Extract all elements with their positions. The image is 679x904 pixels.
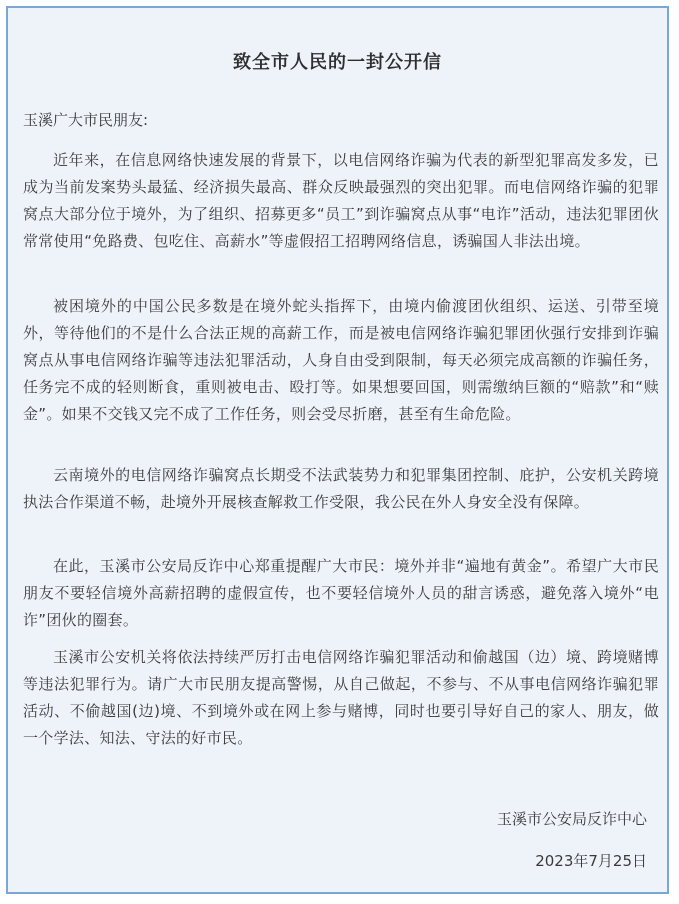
letter-frame bbox=[6, 6, 669, 894]
letter-paragraph: 被困境外的中国公民多数是在境外蛇头指挥下，由境内偷渡团伙组织、运送、引带至境外，等待他们的不是什么合法正规的高薪工作，而是被电信网络诈骗犯罪团伙强行安排到诈骗窝点从事电信网络诈骗等违法犯罪活动，人身自由受到限制，每天必须完成高额的诈骗任务，任务完不成的轻则断食，重则被电击、殴打等。如果想要回国，则需缴纳巨额的“赔款”和“赎金”。如果不交钱又完不成了工作任务，则会受尽折磨，甚至有生命危险。 bbox=[23, 297, 659, 423]
letter-paragraph: 玉溪市公安机关将依法持续严厉打击电信网络诈骗犯罪活动和偷越国（边）境、跨境赌博等违法犯罪行为。请广大市民朋友提高警惕，从自己做起，不参与、不从事电信网络诈骗犯罪活动、不偷越国(边)境、不到境外或在网上参与赌博，同时也要引导好自己的家人、朋友，做一个学法、知法、守法的好市民。 bbox=[23, 648, 659, 747]
letter-date: 2023年7月25日 bbox=[535, 852, 647, 870]
letter-paragraph: 在此，玉溪市公安局反诈中心郑重提醒广大市民：境外并非“遍地有黄金”。希望广大市民朋友不要轻信境外高薪招聘的虚假宣传，也不要轻信境外人员的甜言诱惑，避免落入境外“电诈”团伙的圈套。 bbox=[23, 557, 659, 629]
letter-paragraph: 云南境外的电信网络诈骗窝点长期受不法武装势力和犯罪集团控制、庇护，公安机关跨境执法合作渠道不畅，赴境外开展核查解救工作受限，我公民在外人身安全没有保障。 bbox=[23, 466, 659, 511]
letter-paragraph: 近年来，在信息网络快速发展的背景下，以电信网络诈骗为代表的新型犯罪高发多发，已成为当前发案势头最猛、经济损失最高、群众反映最强烈的突出犯罪。而电信网络诈骗的犯罪窝点大部分位于境外，为了组织、招募更多“员工”到诈骗窝点从事“电诈”活动，违法犯罪团伙常常使用“免路费、包吃住、高薪水”等虚假招工招聘网络信息，诱骗国人非法出境。 bbox=[23, 151, 659, 250]
letter-salutation: 玉溪广大市民朋友: bbox=[23, 111, 149, 129]
letter-signer: 玉溪市公安局反诈中心 bbox=[496, 810, 647, 828]
letter-title: 致全市人民的一封公开信 bbox=[233, 52, 442, 73]
